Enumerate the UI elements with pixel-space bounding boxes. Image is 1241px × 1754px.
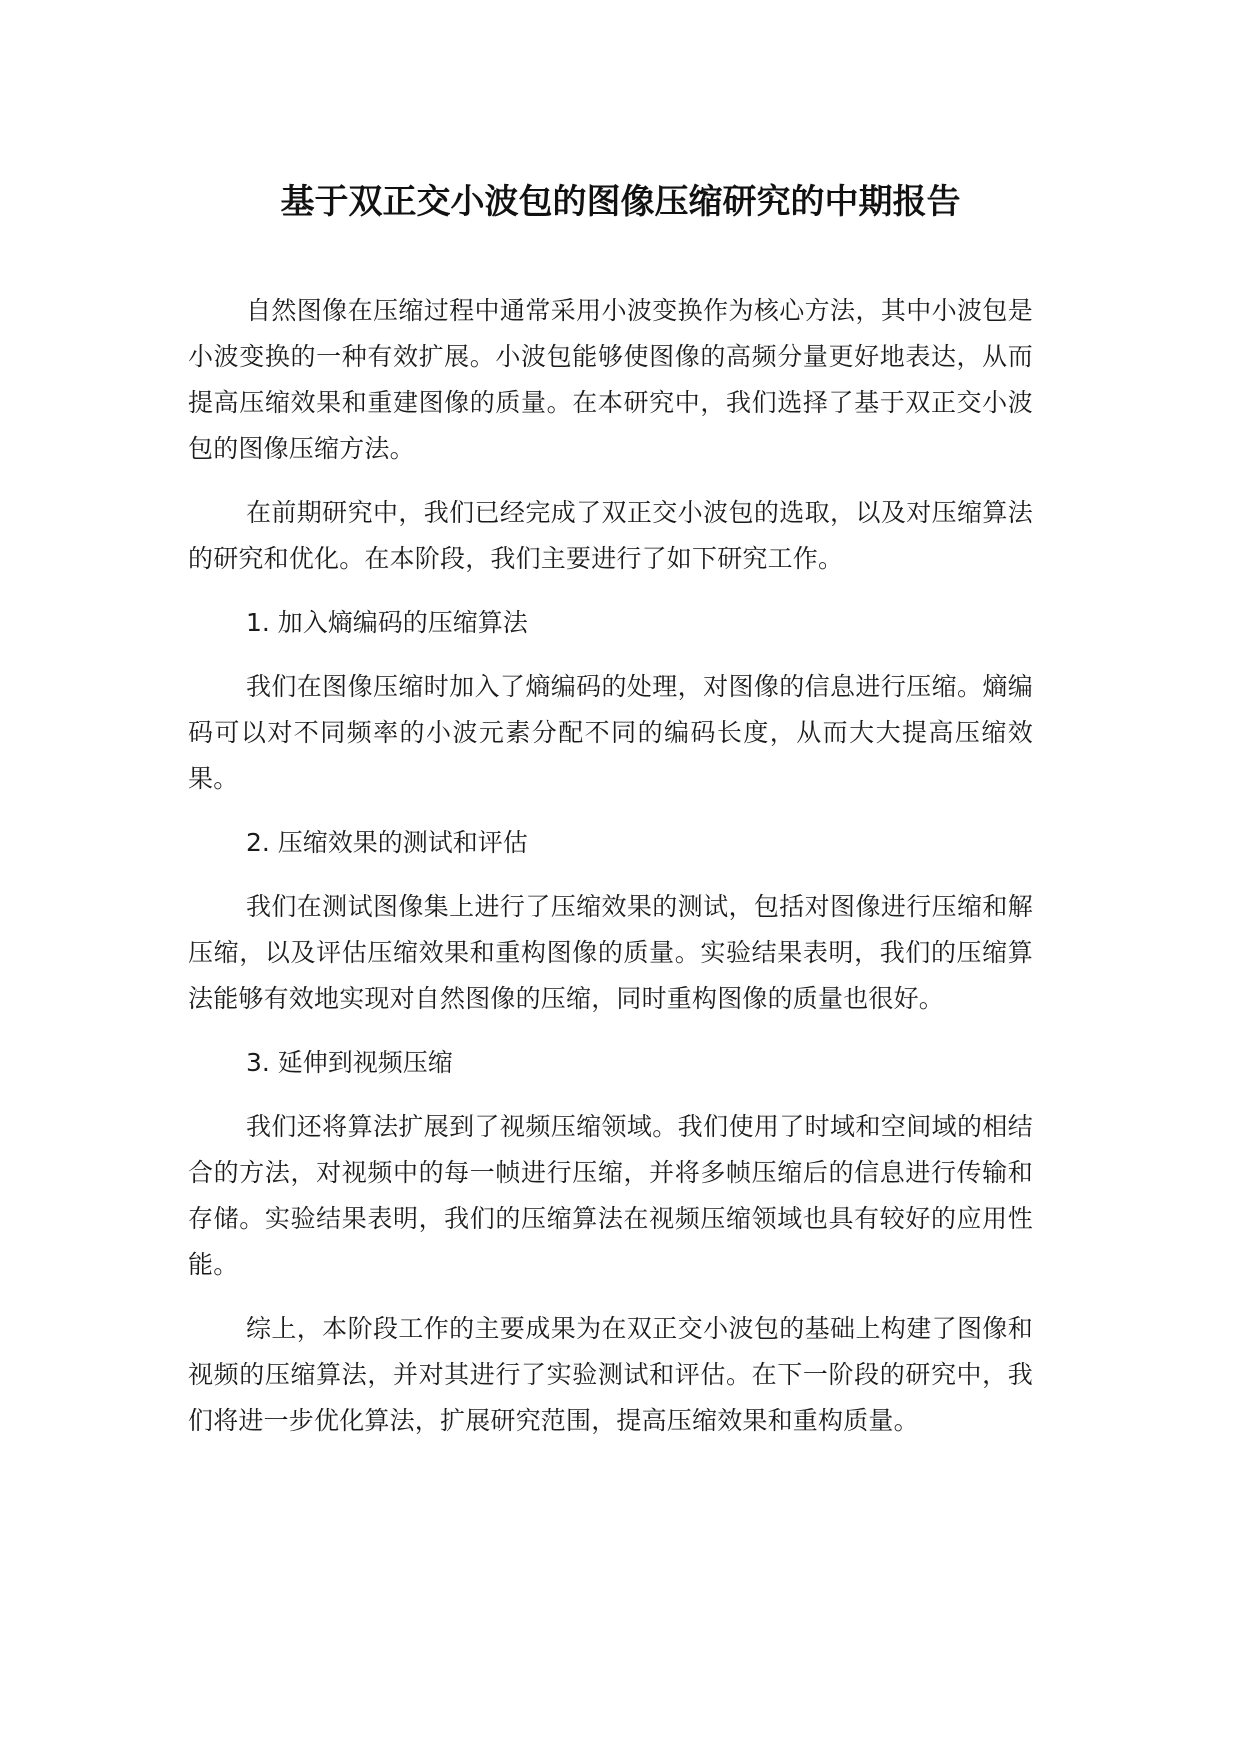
- document-body: [188, 288, 1033, 1462]
- document-title: 基于双正交小波包的图像压缩研究的中期报告: [280, 182, 961, 222]
- section-heading-video-compression: 3. 延伸到视频压缩: [246, 1048, 453, 1077]
- progress-paragraph: 在前期研究中，我们已经完成了双正交小波包的选取，以及对压缩算法的研究和优化。在本阶段，我们主要进行了如下研究工作。: [188, 498, 1033, 573]
- intro-paragraph: 自然图像在压缩过程中通常采用小波变换作为核心方法，其中小波包是小波变换的一种有效扩展。小波包能够使图像的高频分量更好地表达，从而提高压缩效果和重建图像的质量。在本研究中，我们选择了基于双正交小波包的图像压缩方法。: [188, 296, 1033, 463]
- section-heading-entropy-coding: 1. 加入熵编码的压缩算法: [246, 608, 528, 637]
- entropy-coding-paragraph: 我们在图像压缩时加入了熵编码的处理，对图像的信息进行压缩。熵编码可以对不同频率的小波元素分配不同的编码长度，从而大大提高压缩效果。: [188, 672, 1033, 793]
- section-heading-evaluation: 2. 压缩效果的测试和评估: [246, 828, 528, 857]
- video-compression-paragraph: 我们还将算法扩展到了视频压缩领域。我们使用了时域和空间域的相结合的方法，对视频中的每一帧进行压缩，并将多帧压缩后的信息进行传输和存储。实验结果表明，我们的压缩算法在视频压缩领域也具有较好的应用性能。: [188, 1112, 1033, 1279]
- summary-paragraph: 综上，本阶段工作的主要成果为在双正交小波包的基础上构建了图像和视频的压缩算法，并对其进行了实验测试和评估。在下一阶段的研究中，我们将进一步优化算法，扩展研究范围，提高压缩效果和重构质量。: [188, 1314, 1033, 1435]
- evaluation-paragraph: 我们在测试图像集上进行了压缩效果的测试，包括对图像进行压缩和解压缩，以及评估压缩效果和重构图像的质量。实验结果表明，我们的压缩算法能够有效地实现对自然图像的压缩，同时重构图像的质量也很好。: [188, 892, 1033, 1013]
